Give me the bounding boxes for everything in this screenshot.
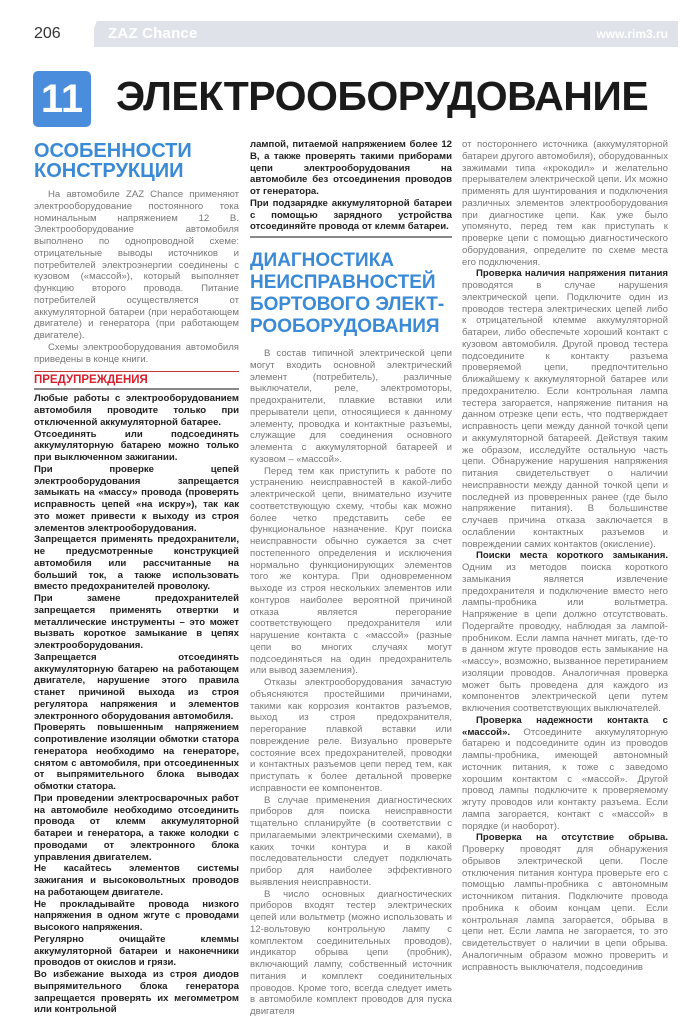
page-header [30, 21, 678, 47]
body-paragraph: Перед тем как приступить к работе по устранению неисправностей в какой-либо электрической цепи, внимательно изучите соответствующую схему, чтобы как можно более четко представить себе ее функциональное назначение. Круг поиска неисправности обычно сужается за счет постепенного определения и исключения нормально функционирующих элементов того же контура. При одновременном выходе из строя нескольких элементов или контуров наиболее вероятной причиной отказа является перегорание соответствующего предохранителя или нарушение контакта с «массой» (разные цепи во многих случаях могут подсоединяться на один предохранитель или вывод заземления). [250, 465, 452, 677]
chapter-number: 11 [33, 71, 91, 127]
check-item-text: проводятся в случае нарушения электрической цепи. Подключите один из проводов тестера электрических цепей либо к отрицательной клемме аккумуляторной батареи, либо обеспечьте хороший контакт с кузовом автомобиля. Другой провод тестера подсоедините к контакту разъема проверяемой цепи, предпочтительно ближайшему к аккумуляторной батарее или предохранителю. Если контрольная лампа тестера загорается, напряжение питания на данном отрезке цепи есть, что подтверждает исправность цепи между данной точкой цепи и аккумуляторной батареей. Действуя таким же образом, исследуйте остальную часть цепи. Обнаружение нарушения напряжения питания свидетельствует о наличии неисправности между данной точкой цепи и последней из проверенных ранее (где было напряжение питания). В большинстве случаев причина отказа заключается в ослаблении контактных разъемов и повреждении самих контактов (окисление). [462, 280, 668, 550]
check-item-lead: Поиски места короткого замыкания. [476, 550, 668, 562]
site-url: www.rim3.ru [596, 27, 668, 41]
check-item [462, 268, 668, 550]
warning-item: Не касайтесь элементов системы зажигания и высоковольтных проводов на работающем двигателе. [34, 863, 239, 898]
intro-paragraph-2: Схемы электрооборудования автомобиля приведены в конце книги. [34, 341, 239, 365]
warning-item: лампой, питаемой напряжением более 12 В, а также проверять такими приборами цепи электрооборудования на автомобиле без отсоединения проводов от генератора. [250, 139, 452, 197]
check-item-text: Проверку проводят для обнаружения обрывов электрической цепи. После отключения питания контура проверьте его с помощью лампы-пробника с автономным источником питания. Подключите провода пробника к обоим концам цепи. Если контрольная лампа загорается, обрыва в цепи нет. Если лампа не загорается, то это свидетельствует о наличии в цепи обрыва. Аналогичным образом можно проверить и исправность выключателя, подсоединив [462, 844, 668, 973]
check-item-lead: Проверка наличия напряжения питания [476, 268, 668, 280]
warning-item: Не прокладывайте провода низкого напряжения в одном жгуте с проводами высокого напряжения. [34, 898, 239, 933]
check-item [462, 832, 668, 973]
warning-item: Проверять повышенным напряжением сопротивление изоляции обмотки статора генератора необходимо на генераторе, снятом с автомобиля, при отсоединенных от выпрямительного блока выводах обмотки статора. [34, 722, 239, 792]
body-paragraph: от постороннего источника (аккумуляторной батареи другого автомобиля), оборудованных зажимами типа «крокодил» и желательно прерывателем электрической цепи. Их можно применять для шунтирования и подключения различных элементов электрооборудования при диагностике цепи. Как уже было упомянуто, перед тем как приступать к проверке цепи с помощью диагностического оборудования, определите по схеме места его подключения. [462, 139, 668, 268]
warning-item: При проверке цепей электрооборудования запрещается замыкать на «массу» провода (проверять исправность цепей «на искру»), так как это может привести к выходу из строя элементов электрооборудования. [34, 463, 239, 534]
warning-item: При подзарядке аккумуляторной батареи с помощью зарядного устройства отсоединяйте провода от клемм батареи. [250, 197, 452, 233]
warning-item: При замене предохранителей запрещается применять отвертки и металлические инструменты – это может вызвать короткое замыкание в цепях электрооборудования. [34, 593, 239, 651]
model-name: ZAZ Chance [108, 25, 198, 42]
check-item [462, 550, 668, 715]
check-item-lead: Проверка надежности контакта с «массой». [462, 714, 668, 738]
warning-item: Отсоединять или подсоединять аккумуляторную батарею можно только при выключенном зажигании. [34, 428, 239, 463]
check-item-text: Одним из методов поиска короткого замыкания является извлечение предохранителя и подключение вместо него лампы-пробника или вольтметра. Напряжение в цепи должно отсутствовать. Подергайте проводку, наблюдая за лампой-пробником. Если лампа начнет мигать, где-то в данном жгуте проводов есть замыкание на «массу», возможно, вызванное перетиранием изоляции проводов. Аналогичная проверка может быть проведена для каждого из компонентов электрической цепи путем включения соответствующих выключателей. [462, 562, 668, 714]
column-1 [34, 141, 239, 1016]
check-item-text: Отсоедините аккумуляторную батарею и подсоедините один из проводов лампы-пробника, имеющей автономный источник питания, к тоже с заведомо хорошим контактом с «массой». Другой провод лампы подключите к проверяемому жгуту проводов или контакту разъема. Если лампа загорается, контакт с «массой» в порядке (и наоборот). [462, 726, 668, 832]
warnings-list [34, 393, 239, 1016]
warning-item: Регулярно очищайте клеммы аккумуляторной батареи и наконечники проводов от окислов и грязи. [34, 933, 239, 969]
check-item-lead: Проверка на отсутствие обрыва. [476, 832, 668, 844]
column-2 [250, 139, 452, 1018]
warnings-heading: ПРЕДУПРЕЖДЕНИЯ [34, 371, 239, 390]
warning-item: Запрещается отсоединять аккумуляторную батарею на работающем двигателе, нарушение этого правила станет причиной выхода из строя регулятора напряжения и элементов электронного оборудования автомобиля. [34, 651, 239, 722]
section-heading-features: ОСОБЕННОСТИ КОНСТРУКЦИИ [34, 140, 192, 182]
section-heading-diagnostics: ДИАГНОСТИКА НЕИСПРАВНОСТЕЙ БОРТОВОГО ЭЛЕКТ- РООБОРУДОВАНИЯ [250, 250, 445, 337]
intro-paragraph: На автомобиле ZAZ Chance применяют электрооборудование постоянного тока номинальным напряжением 12 В. Электрооборудование автомобиля выполнено по однопроводной схеме: отрицательные выводы источников и потребителей электроэнергии соединены с кузовом («массой»), который выполняет функцию второго провода. Питание потребителей осуществляется от аккумуляторной батареи (при неработающем двигателе) и генератора (при работающем двигателе). [34, 189, 239, 341]
warnings-continued [250, 139, 452, 238]
warning-item: Во избежание выхода из строя диодов выпрямительного блока генератора запрещается проверять их мегомметром или контрольной [34, 969, 239, 1016]
body-paragraph: Отказы электрооборудования зачастую объясняются простейшими причинами, такими как коррозия контактов разъемов, выход из строя предохранителя, перегорание плавкой вставки или повреждение реле. Визуально проверьте состояние всех предохранителей, проводки и контактных разъемов цепи перед тем, как приступать к более детальной проверке исправности ее компонентов. [250, 677, 452, 794]
chapter-title: ЭЛЕКТРООБОРУДОВАНИЕ [116, 73, 649, 119]
warning-item: При проведении электросварочных работ на автомобиле необходимо отсоединить провода от клемм аккумуляторной батареи и генератора, а также колодки с проводами от электронного блока управления двигателем. [34, 792, 239, 863]
body-paragraph: В число основных диагностических приборов входят тестер электрических цепей или вольтметр (можно использовать и 12-вольтовую контрольную лампу с комплектом соединительных проводов), индикатор обрыва цепи (пробник), включающий лампу, собственный источник питания и комплект соединительных проводов. Кроме того, всегда следует иметь в автомобиле комплект проводов для пуска двигателя [250, 888, 452, 1017]
body-paragraph: В случае применения диагностических приборов для поиска неисправности тщательно спланируйте (в соответствии с прилагаемыми электрическими схемами), в каких точки контура и в какой последовательности следует подключать прибор для наиболее эффективного выявления неисправности. [250, 794, 452, 888]
page-number: 206 [30, 21, 94, 47]
body-paragraph: В состав типичной электрической цепи могут входить основной электрический элемент (потребитель), различные выключатели, реле, электромоторы, предохранители, плавкие вставки или прерыватели цепи, относящиеся к данному элементу, проводка и контактные разъемы, служащие для соединения основного элемента с аккумуляторной батареей и кузовом – «массой». [250, 348, 452, 465]
warning-item: Любые работы с электрооборудованием автомобиля проводите только при отключенной аккумуляторной батарее. [34, 393, 239, 428]
warning-item: Запрещается применять предохранители, не предусмотренные конструкцией автомобиля или рассчитанные на больший ток, а также использовать вместо предохранителей проволоку. [34, 534, 239, 593]
column-3 [462, 139, 668, 973]
check-item [462, 715, 668, 833]
